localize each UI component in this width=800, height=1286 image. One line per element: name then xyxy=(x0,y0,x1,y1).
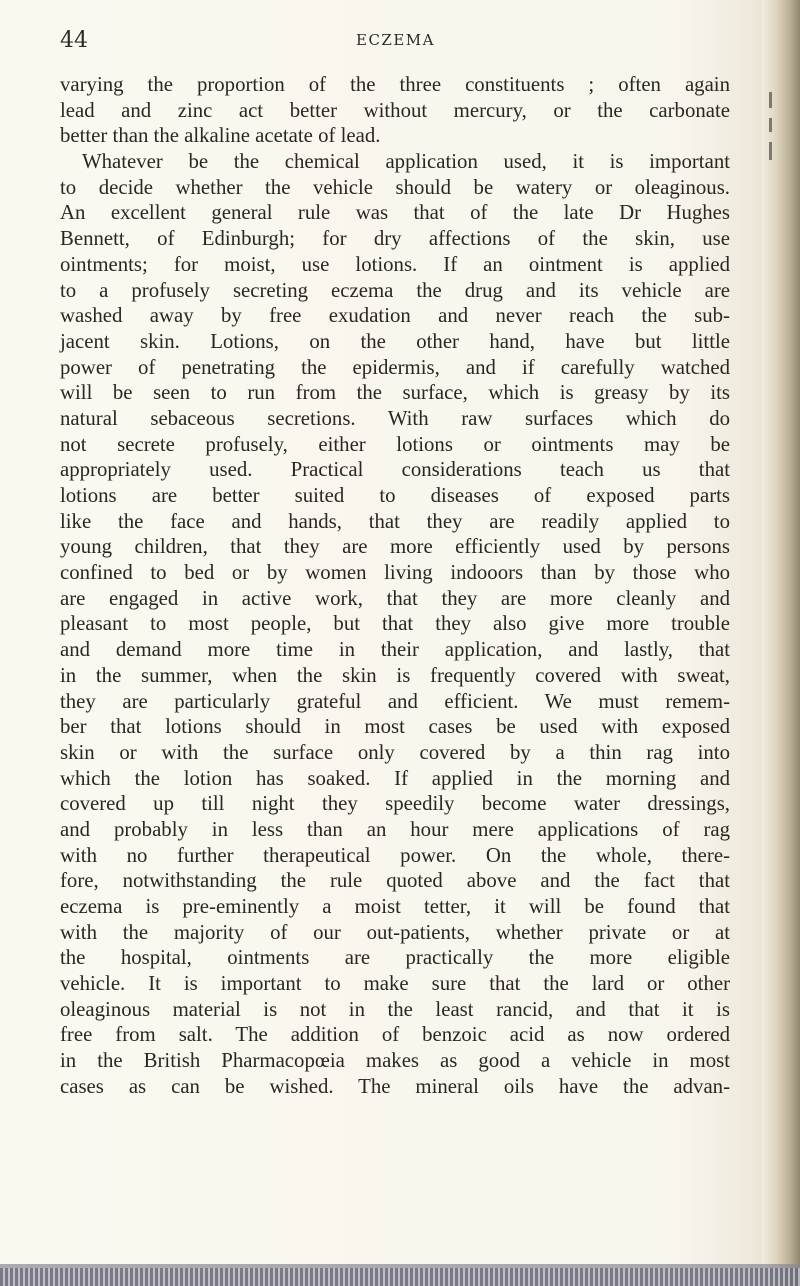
page-number: 44 xyxy=(60,28,88,53)
text-line: power of penetrating the epidermis, and if carefully watched xyxy=(60,355,730,379)
gutter-mark xyxy=(769,92,772,108)
text-line: jacent skin. Lotions, on the other hand, have but little xyxy=(60,329,730,353)
text-line: ber that lotions should in most cases be used with exposed xyxy=(60,715,730,739)
body-text xyxy=(60,72,730,1100)
scan-bottom-band xyxy=(0,1268,800,1286)
text-line: and probably in less than an hour mere applications of rag xyxy=(60,817,730,841)
text-line: vehicle. It is important to make sure that the lard or other xyxy=(60,972,730,996)
text-line: not secrete profusely, either lotions or ointments may be xyxy=(60,432,730,456)
text-line: confined to bed or by women living indooors than by those who xyxy=(60,561,730,585)
text-line: to a profusely secreting eczema the drug and its vehicle are xyxy=(60,278,730,302)
text-line: which the lotion has soaked. If applied in the morning and xyxy=(60,766,730,790)
text-line: lotions are better suited to diseases of exposed parts xyxy=(60,484,730,507)
text-line: skin or with the surface only covered by a thin rag into xyxy=(60,740,730,764)
text-line: with the majority of our out-patients, whether private or at xyxy=(60,920,730,944)
text-line: fore, notwithstanding the rule quoted above and the fact that xyxy=(60,869,730,893)
text-line: lead and zinc act better without mercury, or the carbonate xyxy=(60,98,730,122)
page-header xyxy=(60,28,750,54)
text-line: in the summer, when the skin is frequently covered with sweat, xyxy=(60,663,730,687)
text-line: will be seen to run from the surface, which is greasy by its xyxy=(60,381,730,405)
text-line: Whatever be the chemical application used, it is important xyxy=(82,150,730,174)
gutter-mark xyxy=(769,118,772,132)
text-line: better than the alkaline acetate of lead. xyxy=(60,124,381,148)
text-line: to decide whether the vehicle should be watery or oleaginous. xyxy=(60,175,730,199)
text-line: with no further therapeutical power. On the whole, there- xyxy=(60,843,730,867)
text-line: An excellent general rule was that of the late Dr Hughes xyxy=(60,201,730,225)
text-line: in the British Pharmacopœia makes as good a vehicle in most xyxy=(60,1049,730,1073)
text-line: appropriately used. Practical considerations teach us that xyxy=(60,458,730,482)
text-line: they are particularly grateful and efficient. We must remem- xyxy=(60,689,730,713)
gutter-mark xyxy=(769,142,772,160)
running-head: ECZEMA xyxy=(356,31,435,49)
page-gutter-shadow xyxy=(762,0,800,1286)
text-line: ointments; for moist, use lotions. If an ointment is applied xyxy=(60,252,730,276)
text-line: and demand more time in their application, and lastly, that xyxy=(60,638,730,662)
text-line: oleaginous material is not in the least rancid, and that it is xyxy=(60,997,730,1021)
text-line: the hospital, ointments are practically the more eligible xyxy=(60,946,730,970)
text-line: varying the proportion of the three constituents ; often again xyxy=(60,73,730,96)
text-line: covered up till night they speedily become water dressings, xyxy=(60,792,730,816)
text-line: young children, that they are more efficiently used by persons xyxy=(60,535,730,559)
text-line: eczema is pre-eminently a moist tetter, it will be found that xyxy=(60,895,730,918)
text-line: like the face and hands, that they are readily applied to xyxy=(60,509,730,533)
text-line: washed away by free exudation and never reach the sub- xyxy=(60,304,730,328)
text-line: are engaged in active work, that they are more cleanly and xyxy=(60,586,730,610)
text-line: Bennett, of Edinburgh; for dry affections of the skin, use xyxy=(60,227,730,251)
text-line: pleasant to most people, but that they also give more trouble xyxy=(60,612,730,636)
text-line: free from salt. The addition of benzoic acid as now ordered xyxy=(60,1023,730,1047)
text-line: cases as can be wished. The mineral oils have the advan- xyxy=(60,1074,730,1098)
text-line: natural sebaceous secretions. With raw surfaces which do xyxy=(60,406,730,430)
